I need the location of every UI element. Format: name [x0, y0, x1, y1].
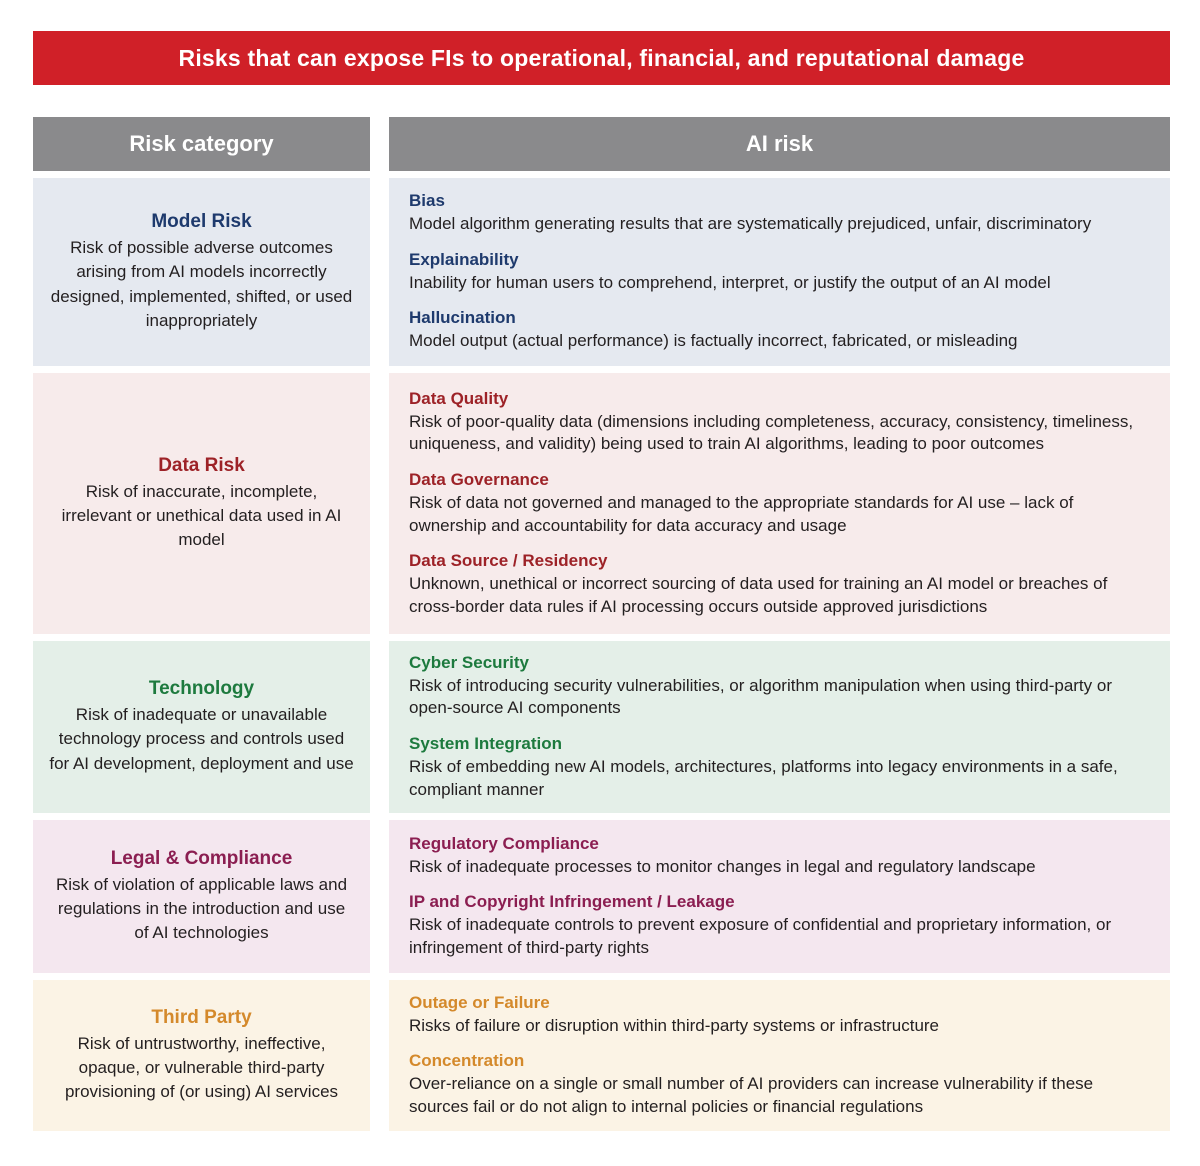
- risk-title: Regulatory Compliance: [409, 833, 599, 853]
- risk-description: Unknown, unethical or incorrect sourcing of data used for training an AI model or breaches of cross-border data rules if AI processing occurs outside approved jurisdictions: [409, 574, 1108, 616]
- risk-title: Concentration: [409, 1051, 525, 1071]
- risk-description: Risks of failure or disruption within third-party systems or infrastructure: [409, 1015, 940, 1035]
- category-cell-data-risk: [33, 373, 370, 634]
- risk-title: Cyber Security: [409, 652, 529, 672]
- risk-title: Data Quality: [409, 388, 509, 408]
- risk-description: Model output (actual performance) is factually incorrect, fabricated, or misleading: [409, 331, 1018, 351]
- risk-table: [33, 117, 1170, 1131]
- risk-description: Risk of embedding new AI models, architectures, platforms into legacy environments in a safe, compliant manner: [409, 757, 1118, 799]
- risk-description: Over-reliance on a single or small number of AI providers can increase vulnerability if these sources fail or do not align to internal policies or financial regulations: [409, 1074, 1094, 1116]
- category-cell-legal-compliance: [33, 820, 370, 973]
- risk-cell-data-risk: [389, 373, 1170, 634]
- risk-description: Risk of inadequate controls to prevent exposure of confidential and proprietary information, or infringement of third-party rights: [409, 915, 1112, 957]
- category-cell-model-risk: [33, 178, 370, 366]
- risk-item-bias: [409, 191, 1146, 236]
- risk-item-concentration: [409, 1051, 1146, 1118]
- category-description: Risk of untrustworthy, ineffective, opaque, or vulnerable third-party provisioning of (or using) AI services: [64, 1033, 339, 1102]
- category-description: Risk of inaccurate, incomplete, irrelevant or unethical data used in AI model: [61, 481, 342, 550]
- risk-item-data-source-residency: [409, 551, 1146, 618]
- risk-item-data-quality: [409, 389, 1146, 456]
- category-title-legal-compliance: Legal & Compliance: [110, 847, 293, 869]
- risk-cell-technology: [389, 641, 1170, 813]
- category-title-technology: Technology: [148, 678, 255, 700]
- risk-description: Inability for human users to comprehend, interpret, or justify the output of an AI model: [409, 272, 1051, 292]
- risk-item-ip-copyright: [409, 892, 1146, 959]
- category-description: Risk of possible adverse outcomes arising from AI models incorrectly designed, implemented, shifted, or used inappropriately: [50, 238, 353, 330]
- column-header-risk-category: Risk category: [33, 117, 370, 171]
- risk-description: Risk of data not governed and managed to the appropriate standards for AI use – lack of ownership and accountability for data accuracy and usage: [409, 492, 1074, 535]
- risk-item-cyber-security: [409, 653, 1146, 720]
- risk-description: Model algorithm generating results that are systematically prejudiced, unfair, discriminatory: [409, 214, 1092, 234]
- risk-item-explainability: [409, 250, 1146, 295]
- category-description: Risk of inadequate or unavailable technology process and controls used for AI development, deployment and use: [49, 705, 354, 773]
- risk-item-data-governance: [409, 470, 1146, 537]
- page-title: Risks that can expose FIs to operational, financial, and reputational damage: [178, 44, 1025, 71]
- risk-item-hallucination: [409, 308, 1146, 353]
- risk-cell-third-party: [389, 980, 1170, 1131]
- title-banner: [33, 31, 1170, 85]
- risk-description: Risk of introducing security vulnerabilities, or algorithm manipulation when using third-party or open-source AI components: [409, 675, 1112, 718]
- risk-item-regulatory-compliance: [409, 834, 1146, 879]
- risk-item-system-integration: [409, 734, 1146, 801]
- risk-title: Data Governance: [409, 469, 549, 489]
- column-header-ai-risk: AI risk: [389, 117, 1170, 171]
- category-title-data-risk: Data Risk: [158, 454, 245, 476]
- risk-cell-model-risk: [389, 178, 1170, 366]
- risk-title: System Integration: [409, 734, 563, 753]
- category-cell-third-party: [33, 980, 370, 1131]
- risk-title: Outage or Failure: [409, 992, 550, 1012]
- risk-description: Risk of inadequate processes to monitor changes in legal and regulatory landscape: [409, 856, 1036, 876]
- risk-item-outage-failure: [409, 993, 1146, 1038]
- risk-title: Explainability: [409, 249, 519, 269]
- category-title-third-party: Third Party: [151, 1006, 252, 1028]
- category-cell-technology: [33, 641, 370, 813]
- category-description: Risk of violation of applicable laws and regulations in the introduction and use of AI technologies: [55, 874, 348, 943]
- risk-cell-legal-compliance: [389, 820, 1170, 973]
- risk-title: Data Source / Residency: [409, 551, 608, 571]
- risk-title: Hallucination: [409, 308, 516, 328]
- risk-description: Risk of poor-quality data (dimensions including completeness, accuracy, consistency, timeliness, uniqueness, and validity) being used to train AI algorithms, leading to poor outcomes: [409, 411, 1134, 454]
- category-title-model-risk: Model Risk: [151, 211, 252, 233]
- risk-title: IP and Copyright Infringement / Leakage: [409, 892, 735, 912]
- risk-title: Bias: [409, 191, 445, 211]
